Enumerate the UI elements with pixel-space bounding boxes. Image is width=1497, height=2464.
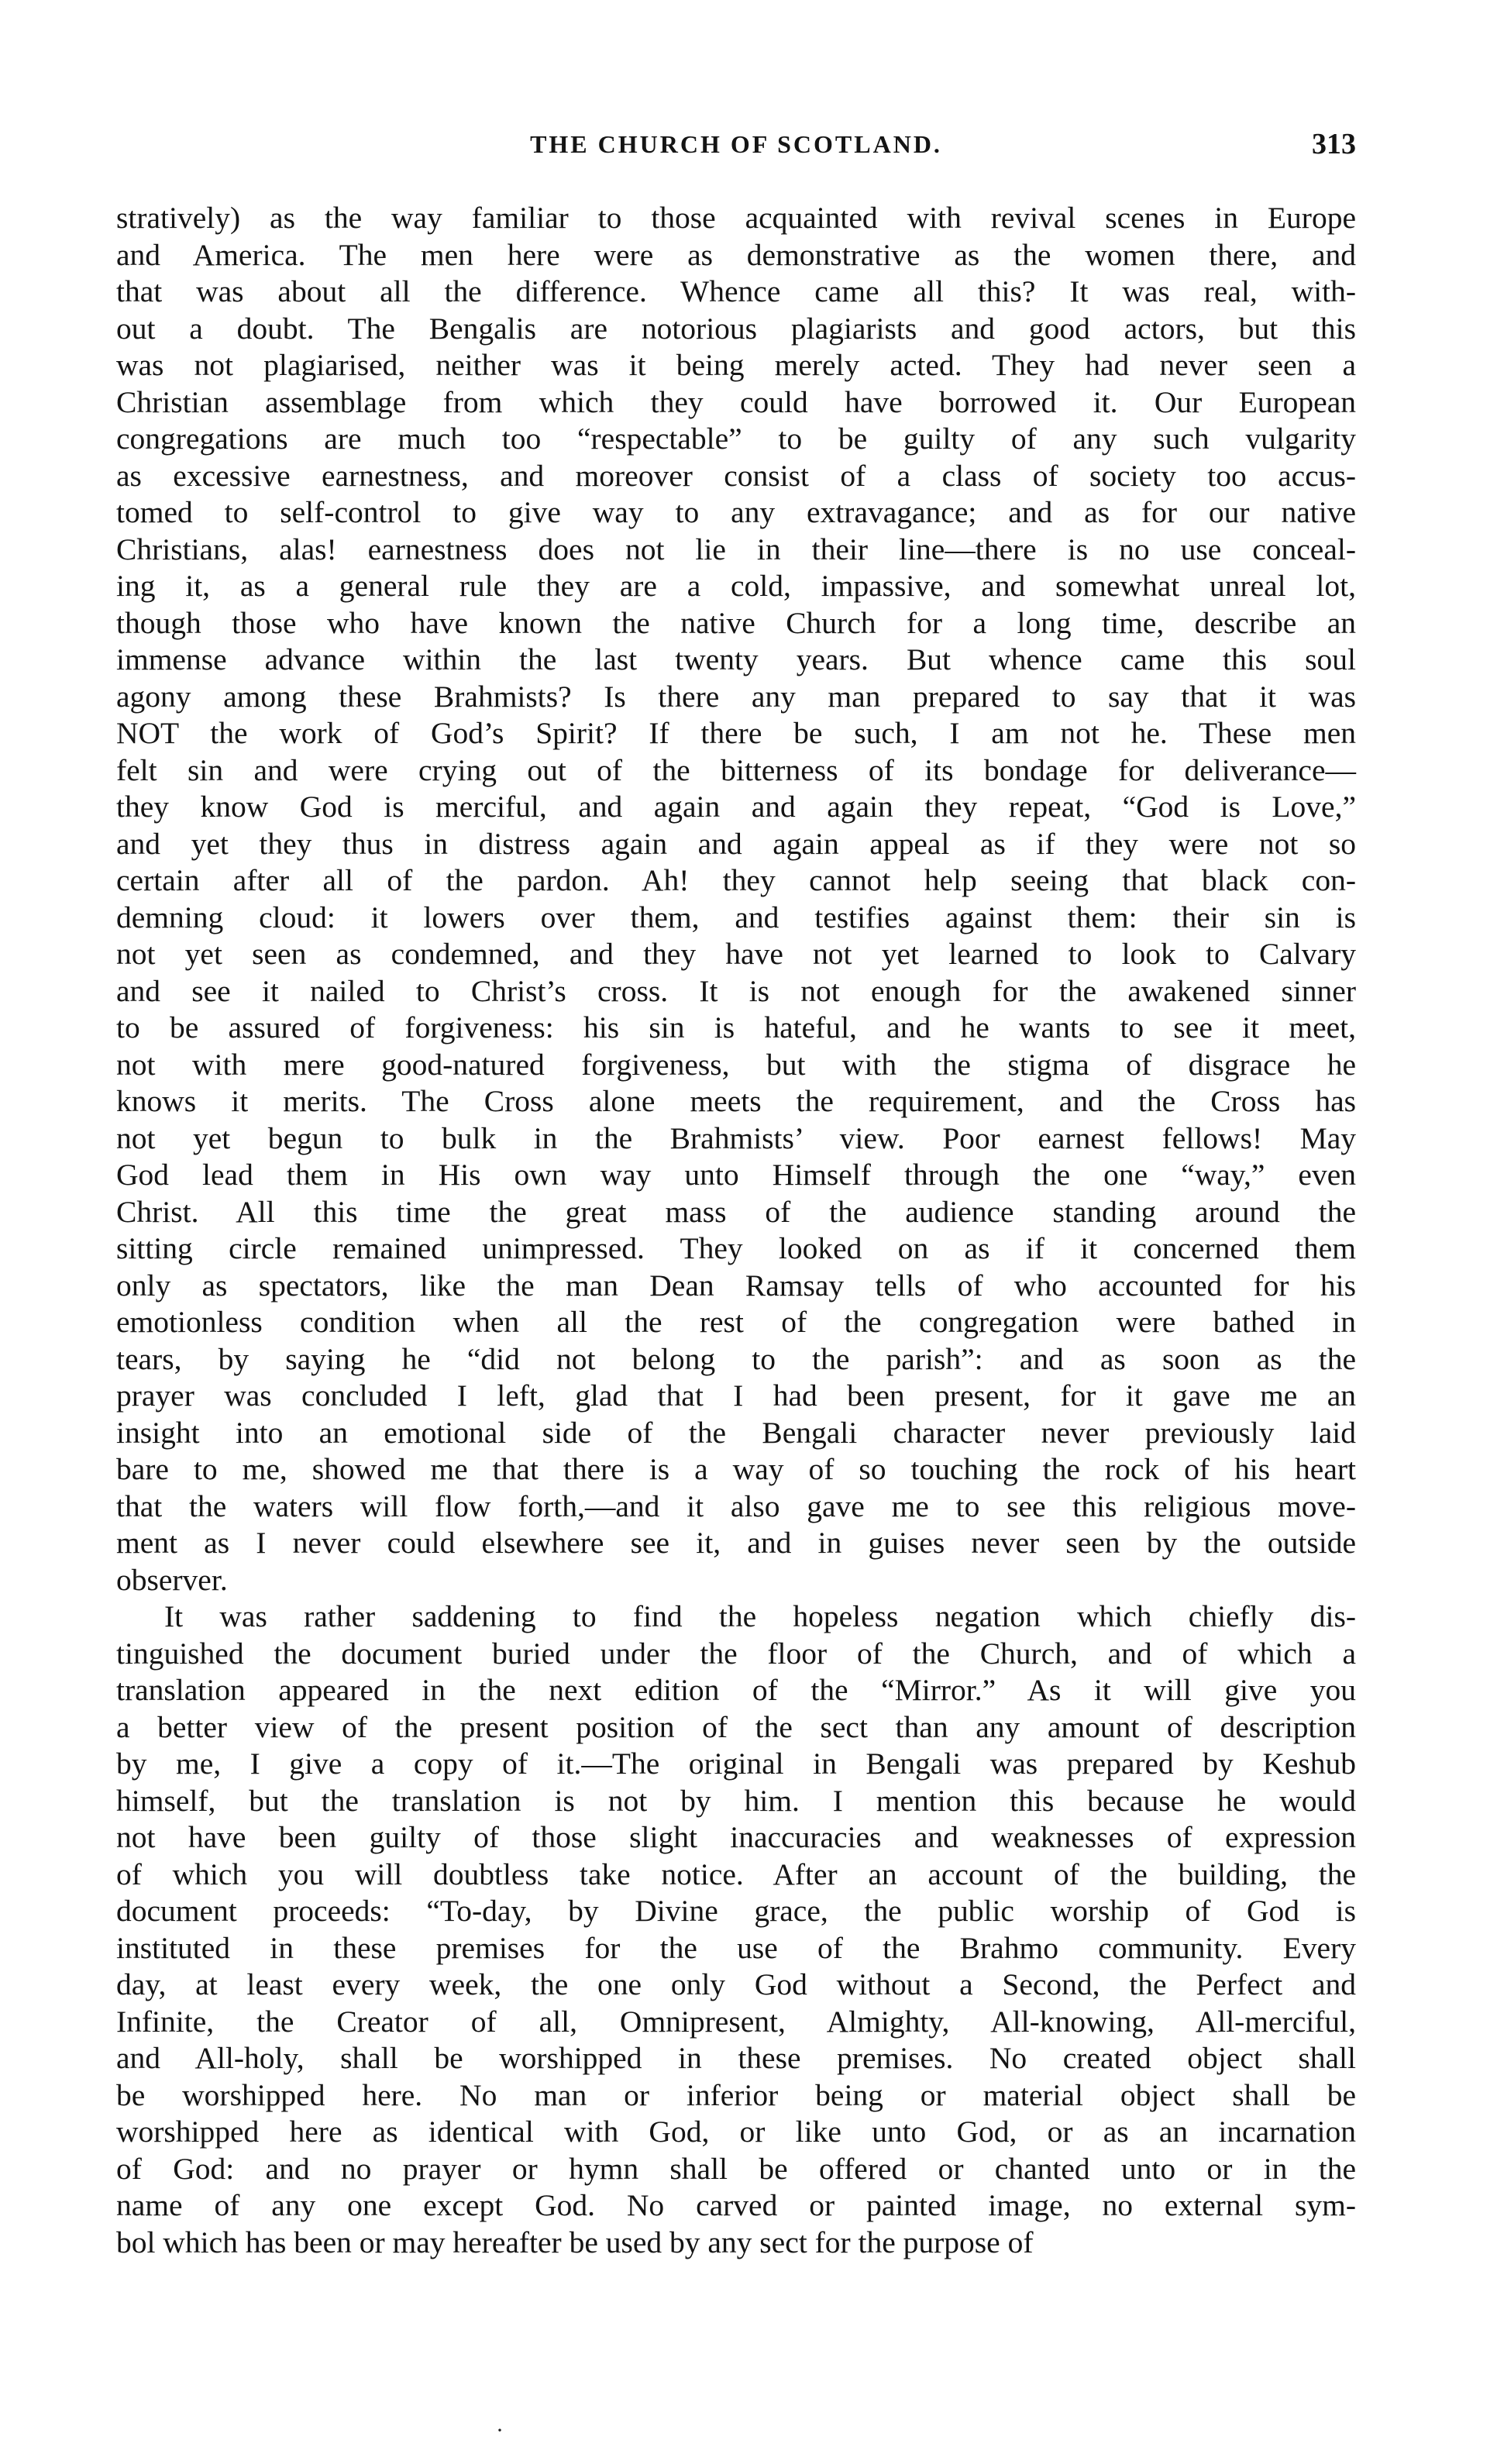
text-line: that was about all the difference. Whence came all this? It was real, with- [116,274,1356,308]
bottom-mark: · [496,2418,504,2443]
text-line: felt sin and were crying out of the bitterness of its bondage for deliverance— [116,752,1356,787]
text-line: of God: and no prayer or hymn shall be offered or chanted unto or in the [116,2151,1356,2186]
text-line: bare to me, showed me that there is a way of so touching the rock of his heart [116,1452,1356,1486]
text-line: and see it nailed to Christ’s cross. It is not enough for the awakened sinner [116,973,1356,1008]
text-line: insight into an emotional side of the Bengali character never previously laid [116,1415,1356,1450]
text-line: to be assured of forgiveness: his sin is hateful, and he wants to see it meet, [116,1010,1356,1044]
text-line: It was rather saddening to find the hopeless negation which chiefly dis- [164,1599,1356,1633]
text-line: tears, by saying he “did not belong to the parish”: and as soon as the [116,1341,1356,1376]
text-line: observer. [116,1562,228,1597]
text-line: congregations are much too “respectable” to be guilty of any such vulgarity [116,422,1356,456]
text-line: emotionless condition when all the rest of the congregation were bathed in [116,1305,1356,1339]
text-line: instituted in these premises for the use of the Brahmo community. Every [116,1930,1356,1965]
text-line: NOT the work of God’s Spirit? If there be such, I am not he. These men [116,716,1356,750]
text-line: ing it, as a general rule they are a cold, impassive, and somewhat unreal lot, [116,569,1356,603]
running-title: THE CHURCH OF SCOTLAND. [530,130,942,158]
page-number: 313 [1312,128,1356,160]
text-line: by me, I give a copy of it.—The original in Bengali was prepared by Keshub [116,1746,1356,1781]
text-line: agony among these Brahmists? Is there any man prepared to say that it was [116,679,1356,714]
text-line: and America. The men here were as demonstrative as the women there, and [116,237,1356,272]
text-line: and All-holy, shall be worshipped in these premises. No created object shall [116,2041,1356,2075]
text-line: out a doubt. The Bengalis are notorious plagiarists and good actors, but this [116,311,1356,346]
text-line: sitting circle remained unimpressed. They looked on as if it concerned them [116,1231,1356,1265]
text-line: certain after all of the pardon. Ah! they cannot help seeing that black con- [116,863,1356,897]
text-line: a better view of the present position of the sect than any amount of description [116,1709,1356,1744]
text-line: knows it merits. The Cross alone meets the requirement, and the Cross has [116,1084,1356,1118]
text-line: Infinite, the Creator of all, Omnipresent, Almighty, All-knowing, All-merciful, [116,2004,1356,2039]
text-line: Christian assemblage from which they could have borrowed it. Our European [116,384,1356,419]
running-head [116,130,1356,177]
text-line: and yet they thus in distress again and again appeal as if they were not so [116,826,1356,861]
text-line: though those who have known the native Church for a long time, describe an [116,605,1356,640]
text-line: Christians, alas! earnestness does not lie in their line—there is no use conceal- [116,532,1356,566]
text-line: God lead them in His own way unto Himself through the one “way,” even [116,1158,1356,1192]
text-line: himself, but the translation is not by him. I mention this because he would [116,1783,1356,1818]
text-line: only as spectators, like the man Dean Ramsay tells of who accounted for his [116,1268,1356,1303]
text-line: as excessive earnestness, and moreover consist of a class of society too accus- [116,458,1356,493]
text-line: not with mere good-natured forgiveness, but with the stigma of disgrace he [116,1047,1356,1082]
text-line: Christ. All this time the great mass of the audience standing around the [116,1194,1356,1229]
text-line: document proceeds: “To-day, by Divine grace, the public worship of God is [116,1894,1356,1928]
text-line: demning cloud: it lowers over them, and testifies against them: their sin is [116,900,1356,934]
text-line: be worshipped here. No man or inferior being or material object shall be [116,2077,1356,2112]
text-line: stratively) as the way familiar to those acquainted with revival scenes in Europe [116,201,1356,235]
text-line: prayer was concluded I left, glad that I had been present, for it gave me an [116,1378,1356,1413]
text-line: of which you will doubtless take notice. After an account of the building, the [116,1857,1356,1891]
text-line: not have been guilty of those slight inaccuracies and weaknesses of expression [116,1820,1356,1854]
text-line: tomed to self-control to give way to any extravagance; and as for our native [116,495,1356,529]
text-line: ment as I never could elsewhere see it, and in guises never seen by the outside [116,1526,1356,1560]
text-line: immense advance within the last twenty years. But whence came this soul [116,642,1356,676]
text-line: not yet begun to bulk in the Brahmists’ view. Poor earnest fellows! May [116,1120,1356,1155]
text-line: name of any one except God. No carved or painted image, no external sym- [116,2188,1356,2222]
text-line: they know God is merciful, and again and again they repeat, “God is Love,” [116,790,1356,824]
text-line: not yet seen as condemned, and they have not yet learned to look to Calvary [116,937,1356,971]
text-line: worshipped here as identical with God, or like unto God, or as an incarnation [116,2115,1356,2149]
text-line: that the waters will flow forth,—and it also gave me to see this religious move- [116,1488,1356,1523]
text-line: day, at least every week, the one only God without a Second, the Perfect and [116,1967,1356,2001]
body-text [116,200,1356,2261]
text-line: bol which has been or may hereafter be used by any sect for the purpose of [116,2225,1034,2259]
text-line: was not plagiarised, neither was it being merely acted. They had never seen a [116,348,1356,382]
text-line: translation appeared in the next edition of the “Mirror.” As it will give you [116,1673,1356,1707]
text-line: tinguished the document buried under the floor of the Church, and of which a [116,1636,1356,1671]
